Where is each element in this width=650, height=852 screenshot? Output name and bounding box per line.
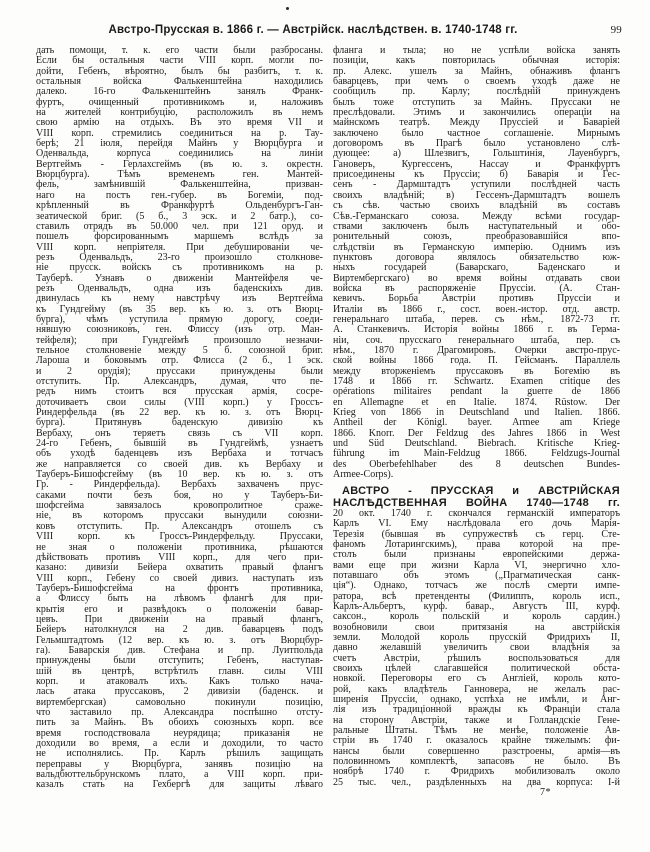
text-line: былъ тоже отступить за Майнъ. Пруссаки не	[333, 96, 620, 108]
text-line: переправы у Вюрцбурга, занявъ позицію на	[36, 758, 323, 770]
text-line: давно желавшій увеличить свои владѣнія за	[333, 642, 620, 654]
text-line: ноябрѣ 1740 г. Фридрихъ мобилизовалъ около	[333, 766, 620, 778]
text-line: ковъ отступить. Пр. Александръ отошелъ съ	[36, 520, 323, 532]
text-line: время господствовала неурядица; приказанія не	[36, 727, 323, 739]
text-line: баварцевъ, при чемъ о своемъ уходѣ даже не	[333, 76, 620, 88]
text-line: Бейеръ натолкнулся на 2 див. баварцевъ подъ	[36, 624, 323, 636]
text-line: возобновили свои притязанія на австрійскія	[333, 621, 620, 633]
text-line: Гановеръ, Кургессенъ, Нассау и Франкфуртъ	[333, 158, 620, 170]
article-heading	[333, 486, 620, 508]
text-line: ніе, въ которомъ пруссаки вынудили союзни-	[36, 510, 323, 522]
text-line: фаномъ Лотарингскимъ), права которой на пре-	[333, 538, 620, 550]
text-line: ніи, соч. прусскаго генеральнаго штаба, пер. съ	[333, 334, 620, 346]
left-column	[36, 46, 323, 791]
text-line: на жителей контрибуцію, расположилъ въ немъ	[36, 107, 323, 119]
text-line: новкой. Переговоры его съ Англіей, король кото-	[333, 673, 620, 685]
text-line: генеральнаго штаба, перев. съ нѣм., 1872-73 гг.	[333, 313, 620, 325]
text-line: 1748 и 1866 гг. Schwartz. Examen critique des	[333, 376, 620, 387]
text-line: Antheil der Königl. bayer. Armee am Kriege	[333, 417, 620, 429]
text-line: ныхъ государей (Баварскаго, Баденскаго и	[333, 262, 620, 274]
text-line: же направляется со своей див. къ Вербаху и	[36, 458, 323, 470]
text-line: дать помощи, т. к. его части были разбросаны.	[36, 45, 323, 56]
text-line: нявшую союзниковъ, ген. Флиссу (изъ отр. Ман-	[36, 324, 323, 336]
text-line: крытія его и развѣдокъ о положеніи бавар-	[36, 603, 323, 615]
text-line: фуртъ, очищенный противникомъ и, наложивъ	[36, 96, 323, 108]
text-line: пошелъ форсированнымъ маршемъ вслѣдъ за	[36, 231, 323, 243]
text-line: фланга и тыла; но не успѣли войска занять	[333, 45, 620, 56]
running-header	[38, 24, 622, 36]
text-line: и 2 орудія); пруссаки принуждены были	[36, 365, 323, 377]
text-line: берѣ; 21 іюля, перейдя Майнъ у Вюрцбурга и	[36, 138, 323, 150]
text-line: саками почти безъ боя, но у Тауберъ-Би-	[36, 489, 323, 501]
text-line: VIII корп. непріятеля. При дебушированіи че-	[36, 241, 323, 253]
text-line: Krieg von 1866 in Deutschland und Italien. 1866.	[333, 407, 620, 419]
text-line: Виртембергскаго) во время войны отдавать свои	[333, 272, 620, 284]
text-line: ніе прусск. войскъ съ противникомъ на р.	[36, 262, 323, 274]
text-line: не исполнялись. Пр. Карлъ рѣшилъ защищать	[36, 748, 323, 760]
text-line: бурга). Притянувъ баденскую дивизію къ	[36, 417, 323, 429]
text-line: заключено было частное соглашеніе. Мирнымъ	[333, 127, 620, 139]
text-line: присоединены къ Пруссіи; б) Баварія и Гес-	[333, 169, 620, 181]
text-line: 1866. Knorr. Der Feldzug des Jahres 1866 in West	[333, 427, 620, 439]
text-line: Карлъ-Альбертъ, курф. бавар., Августъ III, курф.	[333, 600, 620, 612]
text-line: казано: дивизіи Бейера охватить правый флангъ	[36, 562, 323, 574]
text-line: ставилъ отрядъ въ 50.000 чел. при 121 оруд. и	[36, 220, 323, 232]
text-line: столъ были признаны европейскими держа-	[333, 549, 620, 561]
text-line: ронительный союзъ, преобразовавшійся впо-	[333, 231, 620, 243]
text-line: Терезія (бывшая въ супружествѣ съ герц. Сте-	[333, 528, 620, 540]
article-continuation-text	[333, 46, 620, 480]
text-line: Лароша и боковымъ отр. Флисса (2 б., 1 эск.	[36, 355, 323, 367]
text-line: Тауберъ-Бишофсгейму (въ 10 вер. къ ю. з. отъ	[36, 469, 323, 481]
text-line: opérations militaires pendant la guerre de 1866	[333, 386, 620, 398]
text-line: ствами заключенъ былъ наступательный и обо-	[333, 220, 620, 232]
text-line: тейфеля); при Гундгеймѣ произошло незначи-	[36, 334, 323, 346]
text-line: сообщилъ пр. Карлу; послѣдній принужденъ	[333, 86, 620, 98]
text-line: позиціи, какъ повторилась обычная исторія:	[333, 55, 620, 67]
text-line: свою армію на отдыхъ. Въ это время VII и	[36, 117, 323, 129]
running-title: Австро-Прусская в. 1866 г. — Австрійск. наслѣдствен. в. 1740-1748 гг.	[108, 24, 518, 36]
text-line: виртембергская) самовольно покинули позицію,	[36, 696, 323, 708]
text-line: дѣйствовать противъ VIII корп., для чего при-	[36, 551, 323, 563]
text-line: VIII корп. стремились соединиться на р. Тау-	[36, 127, 323, 139]
text-line: земли. Молодой король прусскій Фридрихъ II,	[333, 631, 620, 643]
text-line: стріи въ 1740 г. оказалось крайне тяжелымъ: фи-	[333, 735, 620, 747]
text-line: und Süd Deutschland. Biebrach. Kritische Krieg-	[333, 438, 620, 450]
text-line: вальдбюттельбрунскомъ плато, а VIII корп. при-	[36, 769, 323, 781]
text-line: далеко. 16-го Фалькенштейнъ занялъ Франк-	[36, 86, 323, 98]
text-line: половинномъ комплектѣ, запасовъ не было. Въ	[333, 756, 620, 768]
text-line: ратора, всѣ претенденты (Филиппъ, король исп.,	[333, 590, 620, 602]
text-line: VIII корп. къ Гроссъ-Риндерфельду. Пруссаки,	[36, 531, 323, 543]
text-line: зеатической бриг. (5 б., 3 эск. и 2 батр.), со-	[36, 210, 323, 222]
text-line: Тауберѣ. Узнавъ о движеніи Мантейфеля че-	[36, 272, 323, 284]
text-line: рой, какъ владѣтель Ганновера, не желалъ рас-	[333, 683, 620, 695]
text-line: пр. Алекс. ушелъ за Майнъ, обнаживъ флангъ	[333, 65, 620, 77]
text-line: майнскомъ театрѣ. Между Пруссіей и Баваріей	[333, 117, 620, 129]
text-line: а Флиссу быть на лѣвомъ флангѣ для при-	[36, 593, 323, 605]
text-line: Оденвальда, корпуса соединились на линіи	[36, 148, 323, 160]
text-line: резъ Оденвальдъ, 23-го произошло столкнове-	[36, 251, 323, 263]
text-line: что заставило пр. Александра поспѣшно отсту-	[36, 707, 323, 718]
text-line: Вербаху, онъ теряетъ связь съ VII корп.	[36, 427, 323, 439]
article-body-text	[333, 509, 620, 788]
text-line: Гр. - Риндерфельда). Вербахъ захваченъ прус-	[36, 479, 323, 491]
text-line: слѣдствіи въ Германскую имперію. Однимъ изъ	[333, 241, 620, 253]
text-line: дующее: а) Шлезвигъ, Гольштинія, Лауенбургъ,	[333, 148, 620, 160]
article-title-line2: НАСЛѢДСТВЕННАЯ ВОЙНА 1740—1748 гг.	[333, 496, 620, 509]
text-line: шій въ центрѣ, встрѣтилъ главн. силы VIII	[36, 665, 323, 677]
text-line: сенъ - Дармштадтъ уступили послѣдней часть	[333, 179, 620, 191]
text-line: га). Баварскія див. Стефана и пр. Луитпольда	[36, 644, 323, 656]
text-line: войска въ распоряженіе Пруссіи. (А. Стан-	[333, 282, 620, 294]
text-line: на сторону Австріи, также и Голландскіе Гене-	[333, 714, 620, 726]
text-line: дойти, Гебенъ, вѣроятно, былъ бы разбитъ, т. к.	[36, 65, 323, 77]
text-line: Armee-Corps).	[333, 469, 394, 481]
text-line: en Allemagne et en Italie. 1874. Rüstow. Der	[333, 396, 620, 408]
text-line: нансы были совершенно разстроены, армія—въ	[333, 745, 620, 757]
text-line: des Oberbefehlhaber des 8 deutschen Bundes-	[333, 458, 620, 470]
text-line: шофсгейма завязалось кровопролитное сраже-	[36, 500, 323, 512]
text-line: А. Станкевичъ. Исторія войны 1866 г. въ Герма-	[333, 324, 620, 336]
text-line: Гельмштадтомъ (12 вер. къ ю. з. отъ Вюрцбур-	[36, 634, 323, 646]
text-line: наго на постъ ген.-губер. въ Богеміи, под-	[36, 189, 323, 201]
text-line: къ Гундгейму (въ 35 вер. къ ю. з. отъ Вюрц-	[36, 303, 323, 315]
text-line: 24-го Гебенъ, бывшій въ Гундгеймѣ, узнаетъ	[36, 438, 323, 450]
text-line: резъ Оденвальдъ, одна изъ баденскихъ див.	[36, 282, 323, 294]
text-line: ральные Штаты. Тѣмъ не менѣе, положеніе Ав-	[333, 725, 620, 737]
text-line: ція“). Однако, тотчасъ же послѣ смерти импе-	[333, 580, 620, 592]
text-line: лія изъ традиціонной вражды къ Франціи стала	[333, 704, 620, 716]
text-line: ской войны 1866 года. П. Гейсманъ. Параллель	[333, 355, 620, 367]
signature-mark: 7*	[540, 787, 551, 798]
page-number: 99	[610, 24, 622, 36]
text-line: крѣпленный въ Франкфуртѣ Ольденбургъ-Ган-	[36, 200, 323, 212]
text-line: съ сѣв. частью своихъ владѣній въ составъ	[333, 200, 620, 212]
text-line: остальныя войска Фалькенштейна находились	[36, 76, 323, 88]
text-line: счетъ Австріи, рѣшилъ воспользоваться для	[333, 652, 620, 664]
text-line: своихъ цѣлей слагавшейся политической обста-	[333, 663, 620, 674]
text-line: Вюрцбурга). Тѣмъ временемъ ген. Мантей-	[36, 169, 323, 181]
text-line: потавшаго объ этомъ („Прагматическая санк-	[333, 569, 620, 581]
text-line: фель, замѣнившій Фалькенштейна, призван-	[36, 179, 323, 191]
text-line: Тауберъ-Бишофсгейма на фронтъ противника,	[36, 582, 323, 594]
right-column	[333, 46, 620, 791]
text-line: Если бы остальныя части VIII корп. могли по-	[36, 55, 323, 67]
text-line: Риндерфельда (въ 22 вер. къ ю. з. отъ Вюрц-	[36, 407, 323, 419]
text-line: своихъ владѣній; в) Гессенъ-Дармштадтъ вошелъ	[333, 189, 620, 201]
text-line: пунктовъ договора являлось обязательство юж-	[333, 251, 620, 263]
text-line: кевичъ. Борьба Австріи противъ Пруссіи и	[333, 293, 620, 305]
text-line: между вторженіемъ пруссаковъ въ Богемію въ	[333, 365, 620, 377]
text-line: объ уходѣ баденцевъ изъ Вербаха и тотчасъ	[36, 448, 323, 460]
text-line: 20 окт. 1740 г. скончался германскій императоръ	[333, 507, 620, 519]
text-line: Сѣв.-Германскаго союза. Между всѣми государ-	[333, 210, 620, 222]
text-line: принуждены были отступить; Гебенъ, наступав-	[36, 655, 323, 667]
text-line: VIII корп., Гебену со своей дивиз. наступать изъ	[36, 572, 323, 584]
text-line: доточиваетъ свои силы (VIII корп.) у Гроссъ-	[36, 396, 323, 408]
text-line: 25 тыс. чел., раздѣленныхъ на два корпуса: I-й	[333, 776, 620, 788]
text-line: führung im Main-Feldzug 1866. Feldzugs-Journal	[333, 448, 620, 460]
text-line: отступить. Пр. Александръ, думая, что пе-	[36, 376, 323, 387]
text-line: лась атака пруссаковъ, 2 дивизіи (баденск. и	[36, 686, 323, 698]
text-line: корп. и атаковалъ ихъ. Какъ только нача-	[36, 675, 323, 687]
article-title-line1: АВСТРО - ПРУССКАЯ и АВСТРІЙСКАЯ	[342, 485, 620, 498]
text-line: казалъ стать на Гехбергѣ для защиты лѣваго	[36, 779, 323, 791]
text-line: преслѣдовали. Этимъ и закончились операціи на	[333, 107, 620, 119]
text-line: тельное столкновеніе между 5 б. союзной бриг.	[36, 344, 323, 356]
text-line: Италіи въ 1866 г., сост. воен.-истор. отд. австр.	[333, 303, 620, 315]
text-line: пить за Майнъ. Въ обоихъ союзныхъ корп. все	[36, 717, 323, 729]
text-line: редъ нимъ стоитъ вся прусская армія, сосре-	[36, 386, 323, 398]
text-line: бурга), чѣмъ уступила прямую дорогу, соеди-	[36, 313, 323, 325]
text-line: вами еще при жизни Карла VI, энергично хло-	[333, 559, 620, 571]
text-line: нѣм., 1870 г. Драгомировъ. Очерки австро-прус-	[333, 344, 620, 356]
text-columns	[36, 46, 620, 791]
text-line: договоромъ въ Прагѣ было установлено слѣ-	[333, 138, 620, 150]
text-line: цевъ. При движеніи на правый флангъ,	[36, 613, 323, 625]
text-line: саксон., король польскій и король сардин.)	[333, 611, 620, 623]
left-column-text	[36, 46, 323, 791]
text-line: двинулась къ нему навстрѣчу изъ Вертгейма	[36, 293, 323, 305]
text-line: не зная о положеніи противника, рѣшаются	[36, 541, 323, 553]
text-line: Карлъ VI. Ему наслѣдовала его дочь Марія-	[333, 518, 620, 530]
ink-speck	[286, 7, 289, 10]
text-line: Вертгеймъ - Герлахсгеймъ (въ ю. з. окрестн.	[36, 158, 323, 170]
text-line: доходили во время, а если и доходили, то часто	[36, 738, 323, 750]
text-line: ширенія Пруссіи, однако, успѣха не имѣли, и Анг-	[333, 694, 620, 706]
